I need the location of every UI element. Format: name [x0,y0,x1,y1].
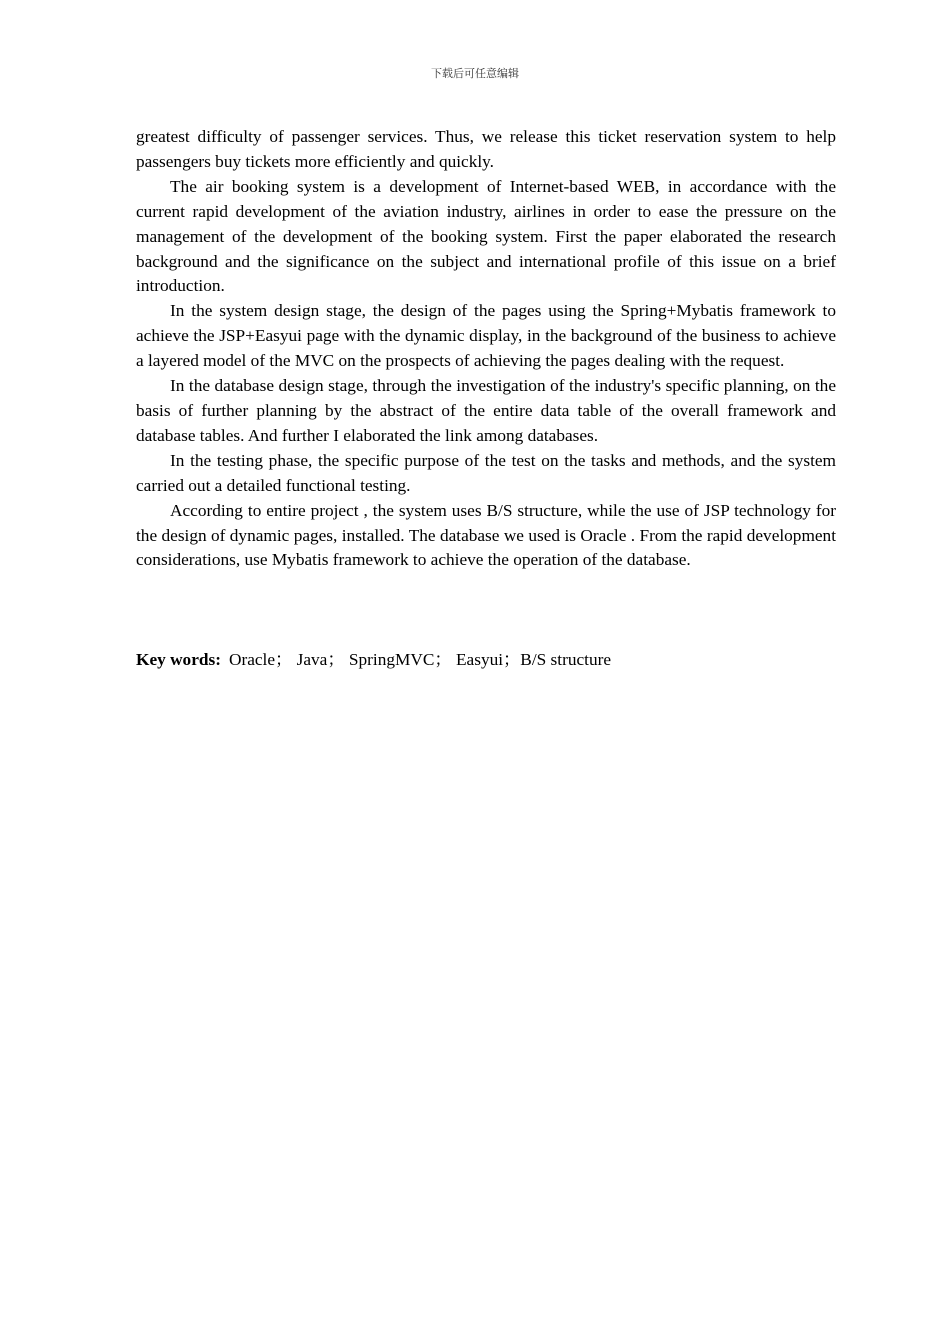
paragraph-booking-system: The air booking system is a development of Internet-based WEB, in accordance with the current rapid development of the aviation industry, airlines in order to ease the pressure on the management of the development of the booking system. First the paper elaborated the research background and the significance on the subject and international profile of this issue on a brief introduction. [136,176,836,296]
paragraph-database-design: In the database design stage, through the investigation of the industry's specific planning, on the basis of further planning by the abstract of the entire data table of the overall framework and database tables. And further I elaborated the link among databases. [136,376,836,445]
page-header: 下载后可任意编辑 [431,67,519,80]
paragraph-system-design: In the system design stage, the design of the pages using the Spring+Mybatis framework to achieve the JSP+Easyui page with the dynamic display, in the background of the business to achieve a layered model of the MVC on the prospects of achieving the pages dealing with the request. [136,301,836,371]
paragraph-testing-phase: In the testing phase, the specific purpose of the test on the tasks and methods, and the system carried out a detailed functional testing. [136,450,836,495]
paragraph-project-structure: According to entire project , the system uses B/S structure, while the use of JSP technology for the design of dynamic pages, installed. The database we used is Oracle . From the rapid development considerations, use Mybatis framework to achieve the operation of the database. [136,500,836,570]
keywords-line [136,648,836,673]
keywords-value: Oracle； Java； SpringMVC； Easyui；B/S structure [228,650,612,669]
abstract-body [136,125,836,573]
paragraph-continuation: greatest difficulty of passenger services. Thus, we release this ticket reservation system to help passengers buy tickets more efficiently and quickly. [136,127,836,171]
keywords-label: Key words: [136,650,221,669]
